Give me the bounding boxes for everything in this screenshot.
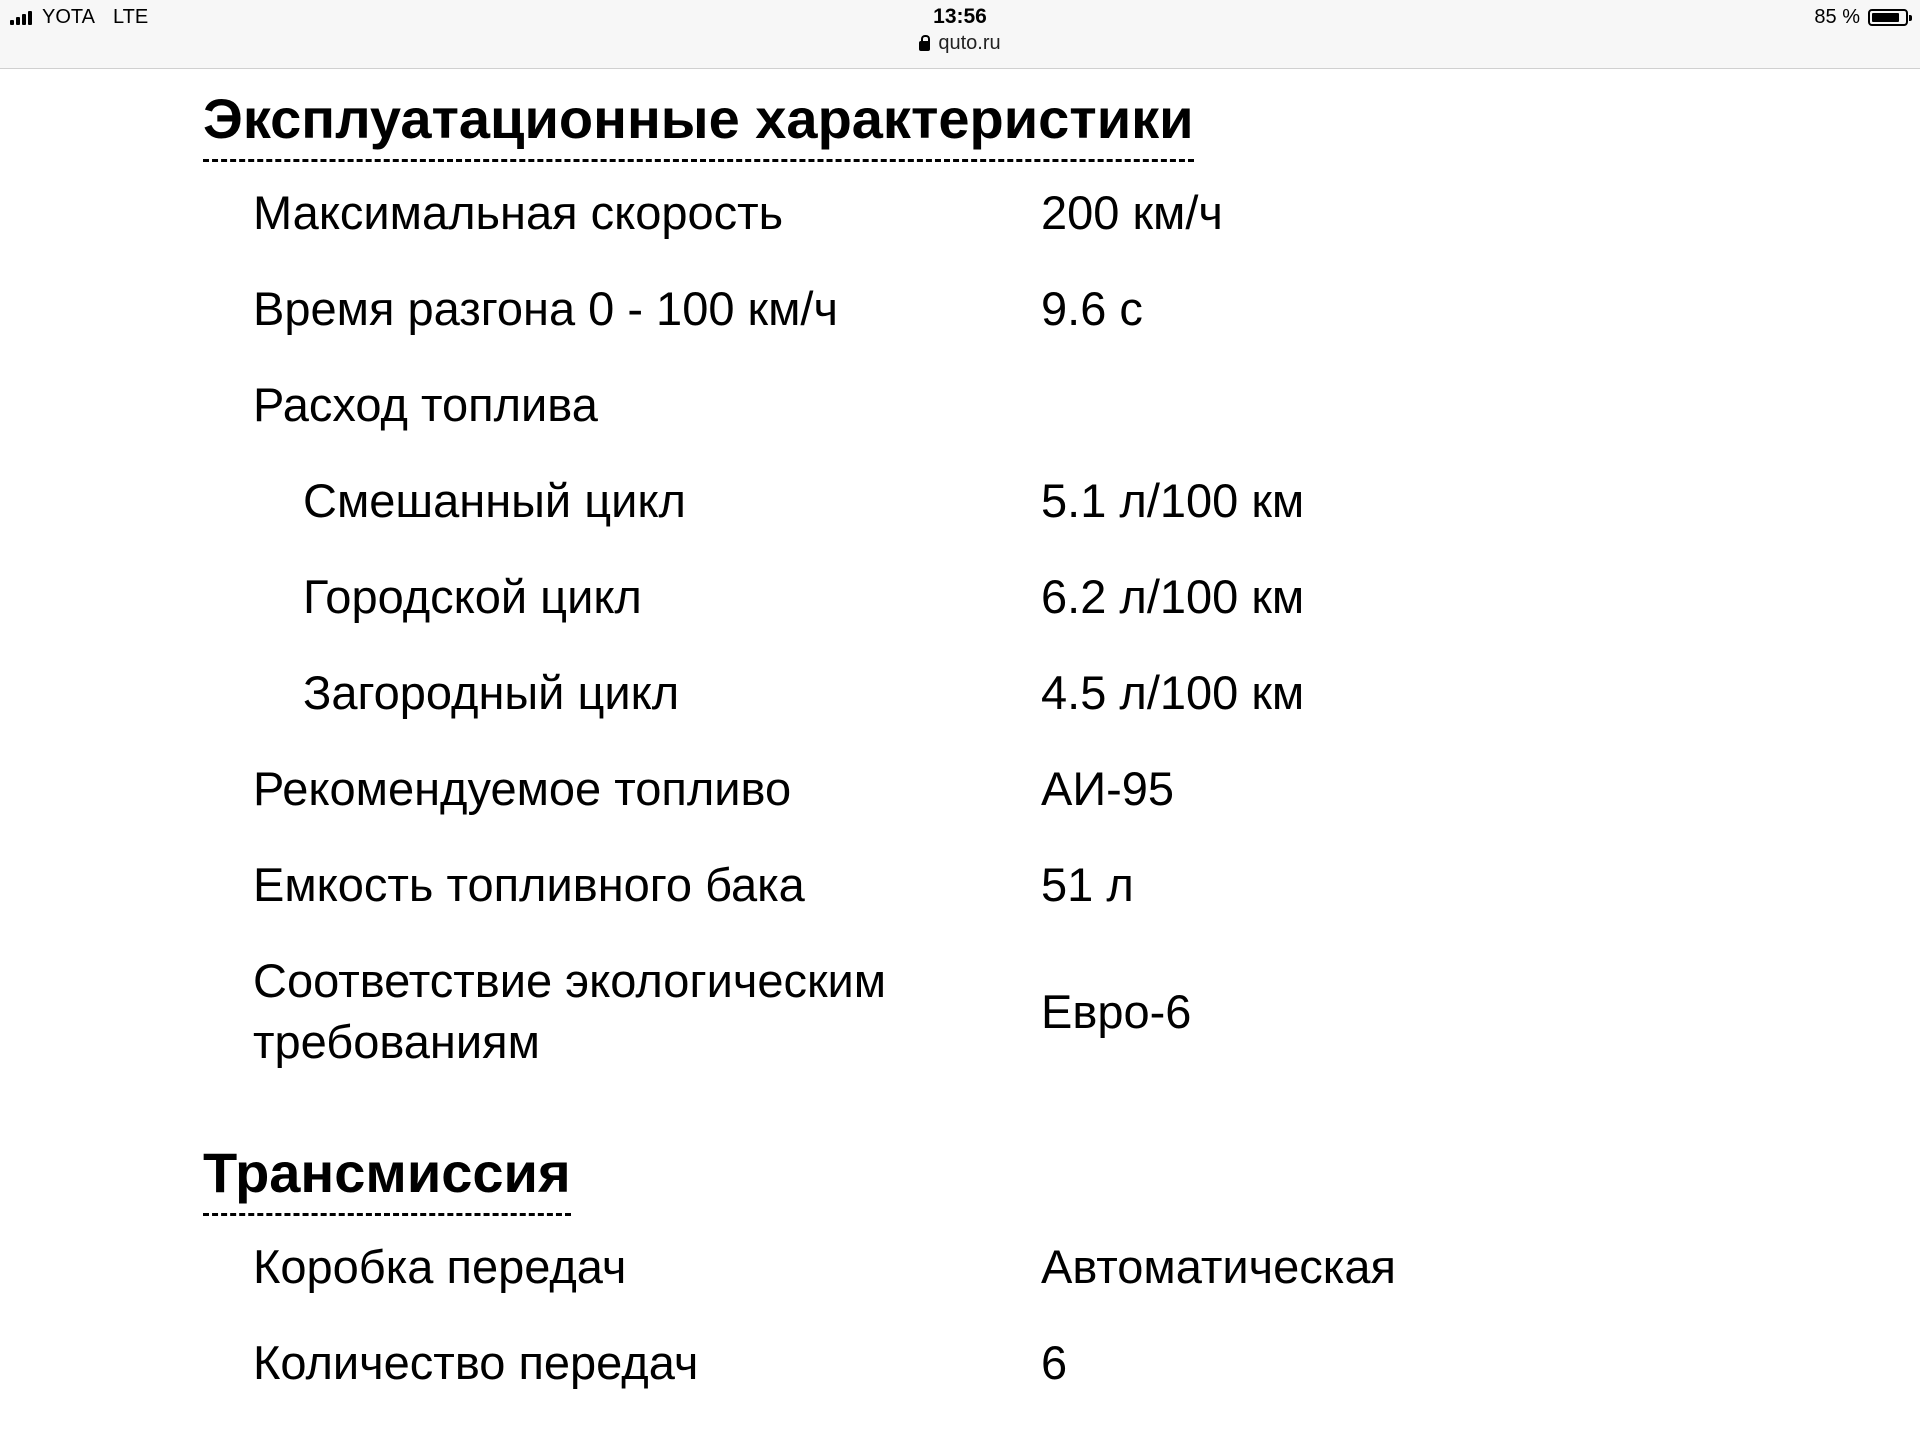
spec-value: Евро-6 xyxy=(1041,985,1192,1038)
status-time: 13:56 xyxy=(933,5,987,28)
carrier-name: YOTA xyxy=(42,6,95,28)
section-title-transmission: Трансмиссия xyxy=(203,1141,571,1216)
network-type: LTE xyxy=(112,6,149,28)
spec-value: 6 xyxy=(1041,1336,1068,1389)
spec-label: Максимальная скорость xyxy=(253,186,784,239)
battery-tip xyxy=(1909,15,1912,21)
address-bar[interactable] xyxy=(0,30,1920,56)
battery-fill xyxy=(1872,13,1899,22)
spec-value: 51 л xyxy=(1041,858,1134,911)
section-title-performance: Эксплуатационные характеристики xyxy=(203,87,1194,162)
spec-label: Рекомендуемое топливо xyxy=(253,762,792,815)
spec-value: 9.6 с xyxy=(1041,282,1143,335)
spec-label: Коробка передач xyxy=(253,1240,627,1293)
spec-value: 6.2 л/100 км xyxy=(1041,570,1305,623)
spec-label-line1: Соответствие экологическим xyxy=(253,954,887,1007)
spec-label: Количество передач xyxy=(253,1336,699,1389)
url-text[interactable]: quto.ru xyxy=(938,32,1001,54)
spec-value: 4.5 л/100 км xyxy=(1041,666,1305,719)
spec-value: 5.1 л/100 км xyxy=(1041,474,1305,527)
spec-label: Емкость топливного бака xyxy=(253,858,805,911)
status-right xyxy=(1814,6,1908,29)
spec-label: Время разгона 0 - 100 км/ч xyxy=(253,282,838,335)
status-bar xyxy=(0,0,1920,69)
spec-value: АИ-95 xyxy=(1041,762,1175,815)
spec-label-sub: Загородный цикл xyxy=(303,666,680,719)
battery-percent: 85 % xyxy=(1814,6,1860,28)
spec-value: 200 км/ч xyxy=(1041,186,1223,239)
lock-icon xyxy=(919,41,930,51)
spec-label-line2: требованиям xyxy=(253,1015,540,1068)
spec-label-sub: Городской цикл xyxy=(303,570,642,623)
spec-label-sub: Смешанный цикл xyxy=(303,474,686,527)
spec-label: Расход топлива xyxy=(253,378,598,431)
spec-value: Автоматическая xyxy=(1041,1240,1396,1293)
status-center xyxy=(0,4,1920,56)
battery-icon xyxy=(1868,9,1908,26)
